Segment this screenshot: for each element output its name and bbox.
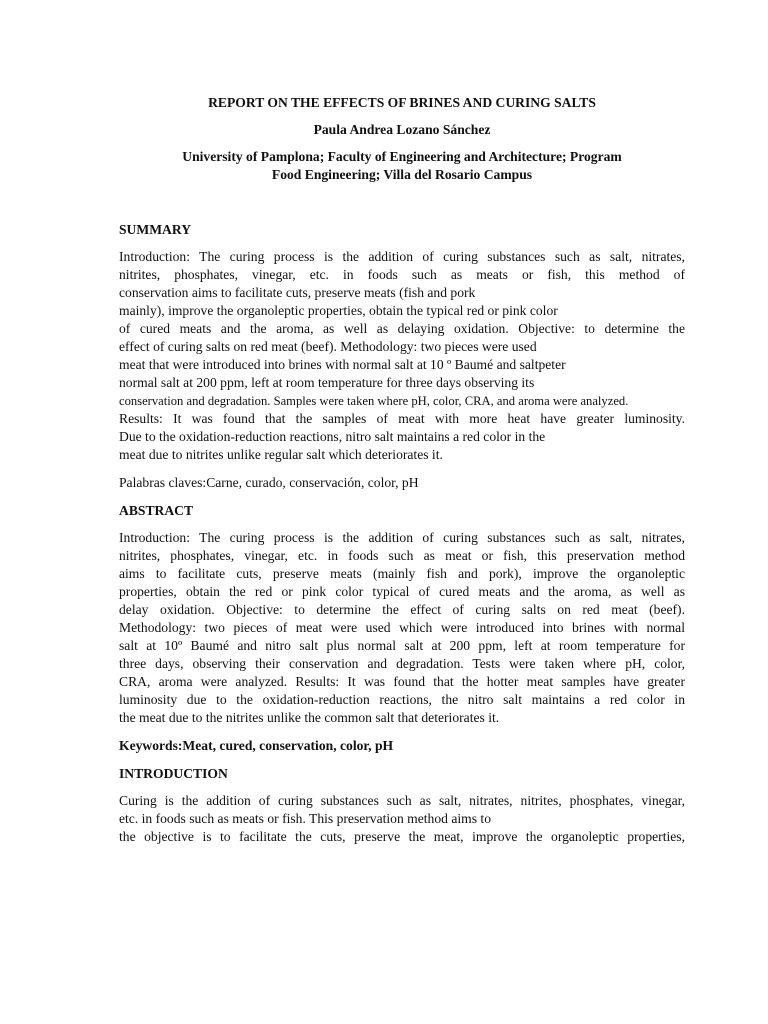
abstract-line: salt at 10º Baumé and nitro salt plus normal salt at 200 ppm, left at room temperature for [119,638,685,653]
abstract-line: three days, observing their conservation and degradation. Tests were taken where pH, color, [119,656,685,671]
summary-keywords: Palabras claves:Carne, curado, conservación, color, pH [119,475,419,490]
introduction-line: Curing is the addition of curing substances such as salt, nitrates, nitrites, phosphates, vinegar, [119,793,685,808]
summary-line: mainly), improve the organoleptic properties, obtain the typical red or pink color [119,303,558,318]
summary-line: Results: It was found that the samples of meat with more heat have greater luminosity. [119,411,685,426]
summary-line: meat that were introduced into brines with normal salt at 10 º Baumé and saltpeter [119,357,566,372]
summary-line: conservation and degradation. Samples were taken where pH, color, CRA, and aroma were analyzed. [119,394,629,408]
abstract-line: the meat due to the nitrites unlike the common salt that deteriorates it. [119,710,500,725]
abstract-line: nitrites, phosphates, vinegar, etc. in foods such as meat or fish, this preservation method [119,548,685,563]
summary-line: effect of curing salts on red meat (beef). Methodology: two pieces were used [119,339,537,354]
abstract-heading: ABSTRACT [119,503,194,518]
affiliation-line-2: Food Engineering; Villa del Rosario Campus [271,166,533,182]
introduction-heading: INTRODUCTION [119,766,228,781]
summary-line: meat due to nitrites unlike regular salt which deteriorates it. [119,447,443,462]
document-title: REPORT ON THE EFFECTS OF BRINES AND CURING SALTS [208,95,596,110]
summary-line: Introduction: The curing process is the addition of curing substances such as salt, nitrates, [119,249,685,264]
summary-paragraph [119,248,685,464]
abstract-line: Methodology: two pieces of meat were used which were introduced into brines with normal [119,620,685,635]
summary-line: nitrites, phosphates, vinegar, etc. in foods such as meats or fish, this method of [119,267,685,282]
summary-line: normal salt at 200 ppm, left at room temperature for three days observing its [119,375,535,390]
abstract-line: CRA, aroma were analyzed. Results: It was found that the hotter meat samples have greater [119,674,685,689]
abstract-paragraph [119,529,685,727]
summary-line: conservation aims to facilitate cuts, preserve meats (fish and pork [119,285,476,300]
abstract-line: properties, obtain the red or pink color typical of cured meats and the aroma, as well as [119,584,685,599]
introduction-line: the objective is to facilitate the cuts, preserve the meat, improve the organoleptic properties, [119,829,685,844]
summary-line: of cured meats and the aroma, as well as delaying oxidation. Objective: to determine the [119,321,685,336]
abstract-line: luminosity due to the oxidation-reduction reactions, the nitro salt maintains a red color in [119,692,685,707]
summary-line: Due to the oxidation-reduction reactions, nitro salt maintains a red color in the [119,429,546,444]
affiliation-line-1: University of Pamplona; Faculty of Engineering and Architecture; Program [182,149,622,164]
summary-heading: SUMMARY [119,222,192,237]
document-page [119,94,685,856]
abstract-line: aims to facilitate cuts, preserve meats (mainly fish and pork), improve the organoleptic [119,566,685,581]
abstract-line: delay oxidation. Objective: to determine the effect of curing salts on red meat (beef). [119,602,685,617]
abstract-line: Introduction: The curing process is the addition of curing substances such as salt, nitrates, [119,530,685,545]
introduction-line: etc. in foods such as meats or fish. This preservation method aims to [119,811,491,826]
affiliation [119,148,685,183]
introduction-paragraph [119,792,685,846]
abstract-keywords: Keywords:Meat, cured, conservation, color, pH [119,738,394,753]
author-name: Paula Andrea Lozano Sánchez [313,122,491,137]
